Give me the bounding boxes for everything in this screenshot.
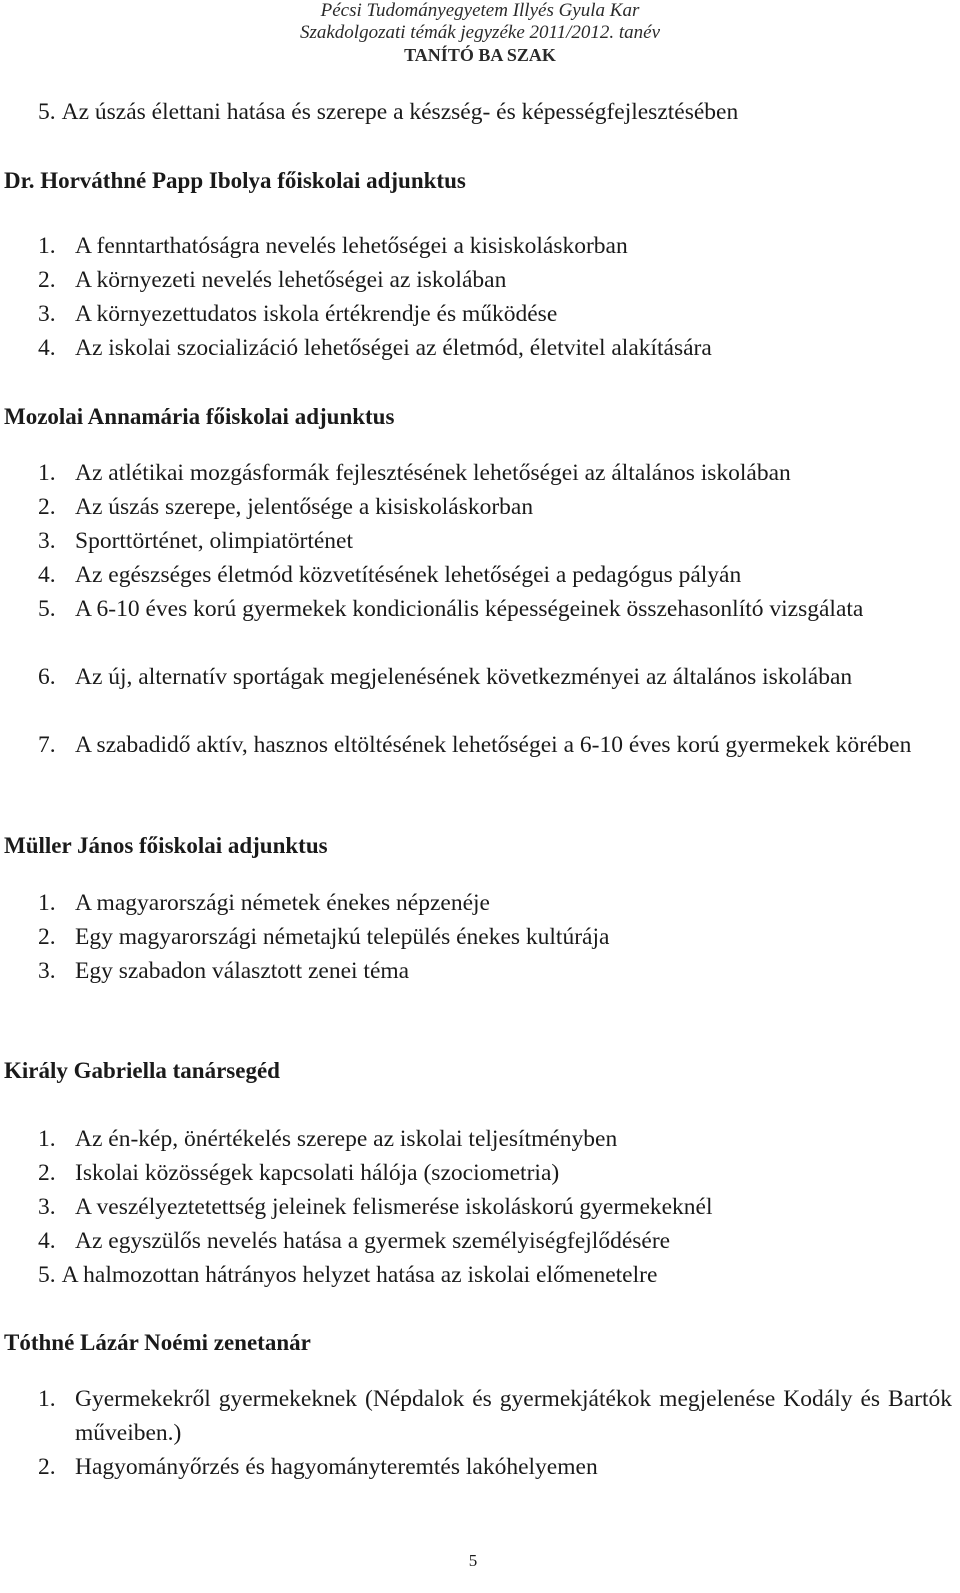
topic-text: A fenntarthatóságra nevelés lehetőségei a kisiskoláskorban [75,233,628,259]
topic-item [38,297,952,331]
topic-number: 3. [38,301,56,327]
topic-number: 2. [38,1160,56,1186]
topic-number: 2. [38,924,56,950]
topic-number: 5. [38,596,56,622]
topic-text: Egy szabadon választott zenei téma [75,958,410,984]
page-header [0,0,960,66]
topic-text: Az úszás élettani hatása és szerepe a készség- és képességfejlesztésében [61,99,739,125]
topic-number: 5. [38,1262,56,1288]
topic-text: A szabadidő aktív, hasznos eltöltésének lehetőségei a 6-10 éves korú gyermekek körében [75,732,912,758]
supervisor-name: Dr. Horváthné Papp Ibolya főiskolai adjunktus [4,168,466,193]
topic-text: A környezettudatos iskola értékrendje és működése [75,301,558,327]
topic-number: 4. [38,335,56,361]
topic-item [38,1382,952,1450]
supervisor-name: Tóthné Lázár Noémi zenetanár [4,1330,311,1355]
topic-number: 4. [38,1228,56,1254]
topic-text: Az iskolai szocializáció lehetőségei az életmód, életvitel alakítására [75,335,712,361]
topic-text: A halmozottan hátrányos helyzet hatása az iskolai előmenetelre [61,1262,658,1288]
topic-number: 2. [38,1454,56,1480]
topic-number: 1. [38,890,56,916]
topic-number: 1. [38,1386,56,1412]
topic-text: Az egyszülős nevelés hatása a gyermek személyiségfejlődésére [75,1228,671,1254]
topic-item [38,1122,952,1156]
topic-item [38,229,952,263]
topic-number: 3. [38,528,56,554]
topic-text: Egy magyarországi németajkú település énekes kultúrája [75,924,610,950]
topic-item [38,1450,952,1484]
topic-text: A környezeti nevelés lehetőségei az iskolában [75,267,507,293]
page-number: 5 [468,1551,478,1570]
topic-number: 3. [38,1194,56,1220]
topic-number: 5. [38,99,56,125]
topic-text: Hagyományőrzés és hagyományteremtés lakóhelyemen [75,1454,598,1480]
topic-number: 2. [38,267,56,293]
topic-item [38,524,952,558]
continued-topic [38,95,952,129]
header-institution: Pécsi Tudományegyetem Illyés Gyula Kar [320,0,640,21]
topic-number: 6. [38,664,56,690]
topic-item [38,1156,952,1190]
topic-number: 1. [38,233,56,259]
topic-number: 3. [38,958,56,984]
topic-item [38,660,952,694]
topic-item [38,728,952,762]
topic-item [38,954,952,988]
topic-text: Iskolai közösségek kapcsolati hálója (szociometria) [75,1160,560,1186]
topic-text: A veszélyeztetettség jeleinek felismerése iskoláskorú gyermekeknél [75,1194,713,1220]
topic-number: 4. [38,562,56,588]
topic-item [38,1258,952,1292]
topic-item [38,1190,952,1224]
supervisor-name: Mozolai Annamária főiskolai adjunktus [4,404,395,429]
topic-text: Az úszás szerepe, jelentősége a kisiskoláskorban [75,494,534,520]
supervisor-name: Müller János főiskolai adjunktus [4,833,328,858]
topic-number: 1. [38,1126,56,1152]
topic-item [38,331,952,365]
topic-text: Az atlétikai mozgásformák fejlesztésének lehetőségei az általános iskolában [75,460,791,486]
topic-item [38,1224,952,1258]
topic-text: Az én-kép, önértékelés szerepe az iskolai teljesítményben [75,1126,618,1152]
topic-text: Sporttörténet, olimpiatörténet [75,528,354,554]
topic-item [38,490,952,524]
topic-item [38,886,952,920]
topic-item [38,592,952,626]
topic-number: 1. [38,460,56,486]
topic-text: A 6-10 éves korú gyermekek kondicionális képességeinek összehasonlító vizsgálata [75,596,864,622]
header-document-title: Szakdolgozati témák jegyzéke 2011/2012. tanév [299,22,661,43]
topic-text: Az egészséges életmód közvetítésének lehetőségei a pedagógus pályán [75,562,742,588]
topic-text: Gyermekekről gyermekeknek (Népdalok és gyermekjátékok megjelenése Kodály és Bartók műveiben.) [75,1386,952,1446]
topic-item [38,558,952,592]
topic-number: 7. [38,732,56,758]
topic-text: A magyarországi németek énekes népzenéje [75,890,490,916]
topic-item [38,263,952,297]
supervisor-name: Király Gabriella tanársegéd [4,1058,280,1083]
header-program: TANÍTÓ BA SZAK [404,45,556,65]
topic-item [38,456,952,490]
topic-number: 2. [38,494,56,520]
topic-text: Az új, alternatív sportágak megjelenésének következményei az általános iskolában [75,664,853,690]
topic-item [38,920,952,954]
